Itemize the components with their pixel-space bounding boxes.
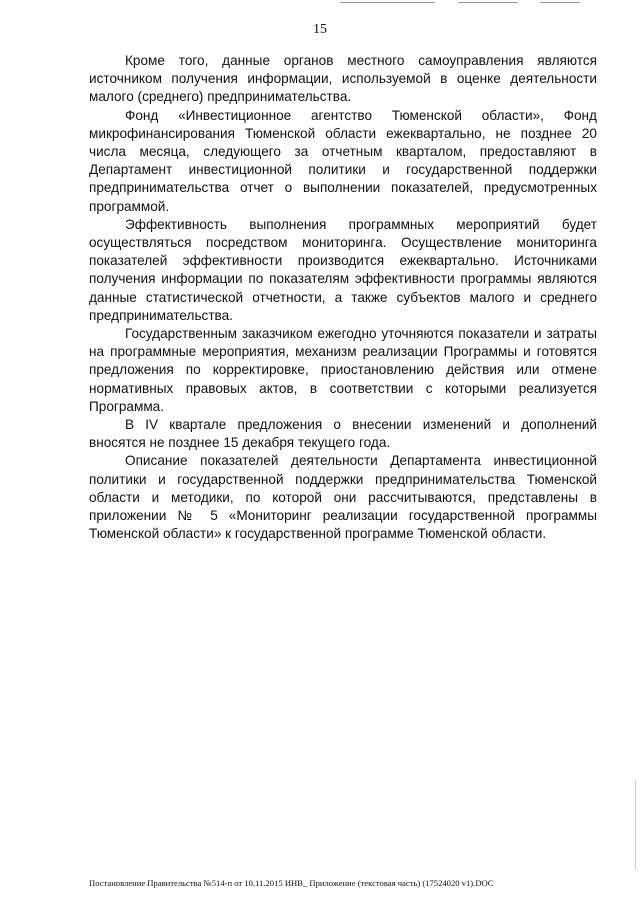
paragraph: Государственным заказчиком ежегодно уточняются показатели и затраты на программные мероприятия, механизм реализации Программы и готовятся предложения по корректировке, приостановлению действия или отмене нормативных правовых актов, в соответствии с которыми реализуется Программа. [89, 326, 597, 414]
paragraph: Описание показателей деятельности Департамента инвестиционной политики и государственной поддержки предпринимательства Тюменской области и методики, по которой они рассчитываются, представлены в приложении № 5 «Мониторинг реализации государственной программы Тюменской области» к государственной программе Тюменской области. [89, 453, 597, 542]
document-footer: Постановление Правительства №514-п от 10.11.2015 ИНВ_ Приложение (текстовая часть) (17524020 v1).DOC [89, 878, 494, 888]
page-number: 15 [313, 22, 327, 37]
scan-top-rule [340, 2, 435, 3]
paragraph: В IV квартале предложения о внесении изменений и дополнений вносятся не позднее 15 декабря текущего года. [89, 417, 597, 451]
scan-top-rule [458, 2, 518, 3]
body-text [89, 52, 597, 543]
scan-top-rule [540, 2, 580, 3]
paragraph: Фонд «Инвестиционное агентство Тюменской области», Фонд микрофинансирования Тюменской области ежеквартально, не позднее 20 числа месяца, следующего за отчетным кварталом, предоставляют в Департамент инвестиционной политики и государственной поддержки предпринимательства отчет о выполнении показателей, предусмотренных программой. [89, 107, 597, 214]
paragraph: Кроме того, данные органов местного самоуправления являются источником получения информации, используемой в оценке деятельности малого (среднего) предпринимательства. [89, 53, 597, 105]
paragraph: Эффективность выполнения программных мероприятий будет осуществляться посредством мониторинга. Осуществление мониторинга показателей эффективности производится ежеквартально. Источниками получения информации по показателям эффективности программы являются данные статистической отчетности, а также субъектов малого и среднего предпринимательства. [89, 216, 597, 323]
scan-edge-mark [635, 780, 636, 870]
